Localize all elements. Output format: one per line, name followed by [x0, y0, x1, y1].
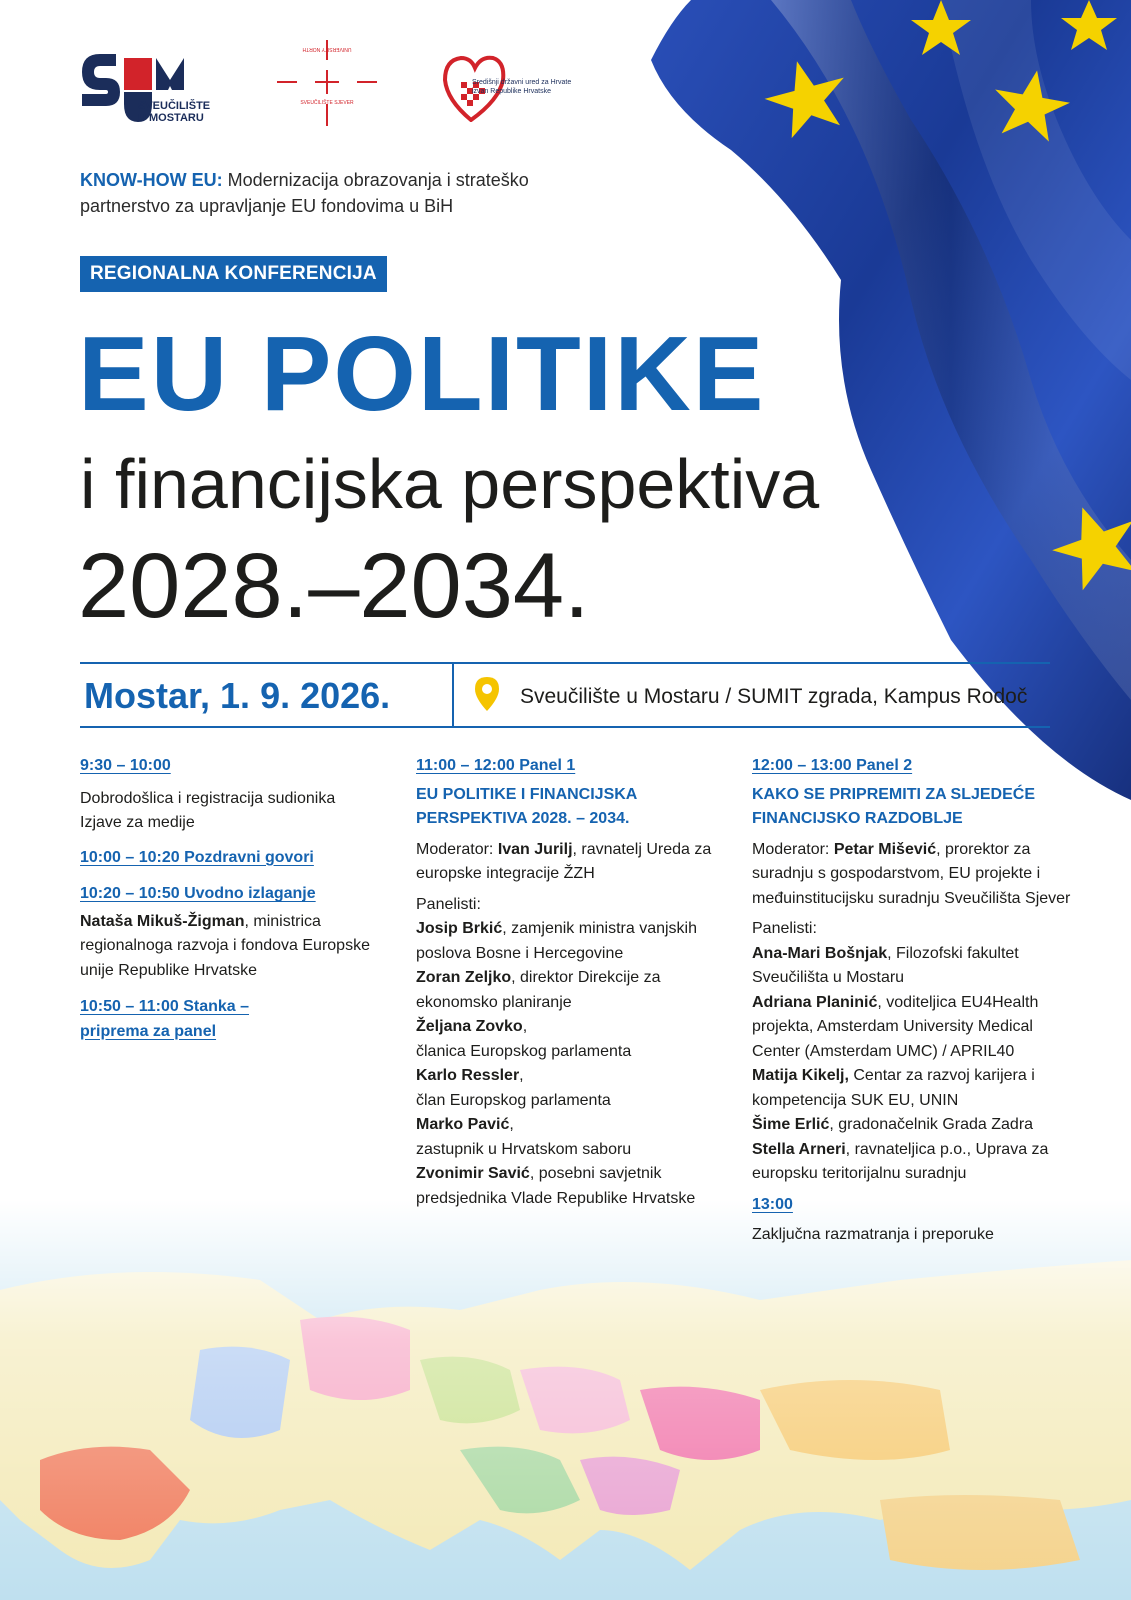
university-north-logo: [275, 30, 379, 134]
ured-logo-line-1: Središnji državni ured za Hrvate: [472, 79, 572, 86]
time-slot: 13:00: [752, 1195, 793, 1213]
item-text: Izjave za medije: [80, 814, 195, 831]
panelist-role: ,: [522, 1018, 528, 1035]
unin-text-bottom: SVEUČILIŠTE SJEVER: [300, 100, 354, 106]
panelists-label: Panelisti:: [752, 920, 817, 937]
project-description: [80, 167, 600, 219]
moderator-name: Petar Mišević: [833, 840, 937, 858]
panelist-role: , Filozofski fakultet Sveučilišta u Mostaru: [752, 944, 1019, 986]
moderator-name: Ivan Jurilj: [497, 840, 573, 858]
panelist-role: zastupnik u Hrvatskom saboru: [416, 1140, 632, 1158]
panelist: [416, 1064, 716, 1113]
panelist-role: član Europskog parlamenta: [416, 1091, 611, 1109]
panelist-role: Centar za razvoj karijera i kompetencija SUK EU, UNIN: [752, 1067, 1035, 1109]
program-column-2: [416, 754, 716, 1211]
divider-top: [80, 662, 1050, 664]
program-item-welcome: [80, 754, 380, 836]
panelist-role: , ravnateljica p.o., Uprava za europsku teritorijalnu suradnju: [752, 1140, 1049, 1182]
panelist: [752, 1138, 1082, 1187]
panelist: [416, 917, 716, 966]
panelist-name: Ana-Mari Bošnjak: [752, 944, 888, 962]
panelist: [752, 1064, 1082, 1113]
panelists-label: Panelisti:: [416, 895, 481, 913]
ured-logo-line-2: izvan Republike Hrvatske: [472, 88, 551, 95]
time-slot: 11:00 – 12:00 Panel 1: [416, 757, 576, 774]
panelist-name: Zvonimir Savić: [416, 1165, 530, 1182]
panelist: [752, 942, 1082, 991]
speaker-role: , ministrica regionalnoga razvoja i fondova Europske unije Republike Hrvatske: [80, 912, 370, 979]
panel-title-line: FINANCIJSKO RAZDOBLJE: [752, 810, 963, 827]
panelist: [416, 1015, 716, 1064]
years-title: 2028.–2034.: [78, 535, 590, 637]
time-slot: 10:50 – 11:00 Stanka –: [80, 998, 250, 1015]
program-item-break: [80, 995, 380, 1044]
conference-badge: REGIONALNA KONFERENCIJA: [80, 256, 387, 292]
main-title: EU POLITIKE: [78, 315, 766, 433]
panelist: [416, 966, 716, 1015]
time-slot: 9:30 – 10:00: [80, 757, 171, 774]
panelist: [752, 1113, 1082, 1138]
sum-logo-line-1: SVEUČILIŠTE: [138, 100, 211, 112]
program-column-3: [752, 754, 1082, 1248]
panelist: [752, 991, 1082, 1065]
panelist-role: , zamjenik ministra vanjskih poslova Bosne i Hercegovine: [416, 920, 697, 962]
program-item-keynote: [80, 882, 380, 983]
panelist-name: Adriana Planinić: [752, 993, 878, 1011]
location-pin-icon: [474, 676, 500, 712]
project-text: Modernizacija obrazovanja i strateško partnerstvo za upravljanje EU fondovima u BiH: [80, 170, 529, 216]
ured-logo-text: [472, 78, 592, 96]
moderator-label: Moderator:: [752, 840, 834, 858]
panelist-role: , gradonačelnik Grada Zadra: [829, 1116, 1034, 1133]
event-venue: Sveučilište u Mostaru / SUMIT zgrada, Kampus Rodoč: [520, 685, 1028, 708]
keynote-speaker: [80, 910, 380, 984]
event-date: Mostar, 1. 9. 2026.: [84, 675, 391, 716]
panelist: [416, 1162, 716, 1211]
program-item-greetings: [80, 846, 380, 871]
panelist-role: članica Europskog parlamenta: [416, 1042, 632, 1060]
panelist-role: ,: [519, 1067, 524, 1084]
panelist-name: Karlo Ressler: [416, 1067, 520, 1084]
program-column-1: [80, 754, 380, 1050]
item-text: Dobrodošlica i registracija sudionika: [80, 789, 336, 807]
panelist-name: Šime Erlić: [752, 1116, 830, 1133]
panel-title-line: PERSPEKTIVA 2028. – 2034.: [416, 810, 630, 827]
closing-text: Zaključna razmatranja i preporuke: [752, 1226, 994, 1243]
moderator: [752, 838, 1082, 912]
moderator-role: , prorektor za suradnju s gospodarstvom, EU projekte i međuinstitucijsku suradnju Sveučilišta Sjever: [752, 840, 1071, 907]
sum-logo-text: [138, 100, 210, 124]
panel-title-line: EU POLITIKE I FINANCIJSKA: [416, 785, 638, 803]
panelist-name: Marko Pavić: [416, 1116, 510, 1133]
panelist-name: Zoran Zeljko: [416, 969, 512, 986]
moderator: [416, 838, 716, 887]
divider-vertical: [452, 662, 454, 728]
unin-text-top: UNIVERSITY NORTH: [302, 46, 352, 52]
subtitle: i financijska perspektiva: [80, 445, 820, 523]
panelist-name: Matija Kikelj,: [752, 1067, 849, 1084]
time-slot: 10:20 – 10:50 Uvodno izlaganje: [80, 885, 316, 902]
panelist-role: , direktor Direkcije za ekonomsko planiranje: [416, 969, 661, 1011]
time-slot: priprema za panel: [80, 1022, 217, 1040]
panelist-name: Željana Zovko: [416, 1018, 523, 1035]
speaker-name: Nataša Mikuš-Žigman: [80, 912, 245, 930]
moderator-role: , ravnatelj Ureda za europske integracije ŽZH: [416, 840, 712, 882]
panel-title-line: KAKO SE PRIPREMITI ZA SLJEDEĆE: [752, 785, 1035, 803]
panelist-name: Stella Arneri: [752, 1140, 846, 1158]
panelist: [416, 1113, 716, 1162]
moderator-label: Moderator:: [416, 840, 498, 858]
sum-logo-line-2: U MOSTARU: [138, 112, 204, 124]
panelist-role: , posebni savjetnik predsjednika Vlade Republike Hrvatske: [416, 1165, 696, 1207]
time-slot: 10:00 – 10:20 Pozdravni govori: [80, 848, 314, 866]
time-slot: 12:00 – 13:00 Panel 2: [752, 757, 913, 774]
divider-bottom: [80, 726, 1050, 728]
panelist-role: , voditeljica EU4Health projekta, Amsterdam University Medical Center (Amsterdam UMC) / APRIL40: [752, 993, 1039, 1060]
project-keyword: KNOW-HOW EU:: [80, 170, 223, 190]
panelist-role: ,: [509, 1116, 514, 1133]
panelist-name: Josip Brkić: [416, 920, 503, 937]
